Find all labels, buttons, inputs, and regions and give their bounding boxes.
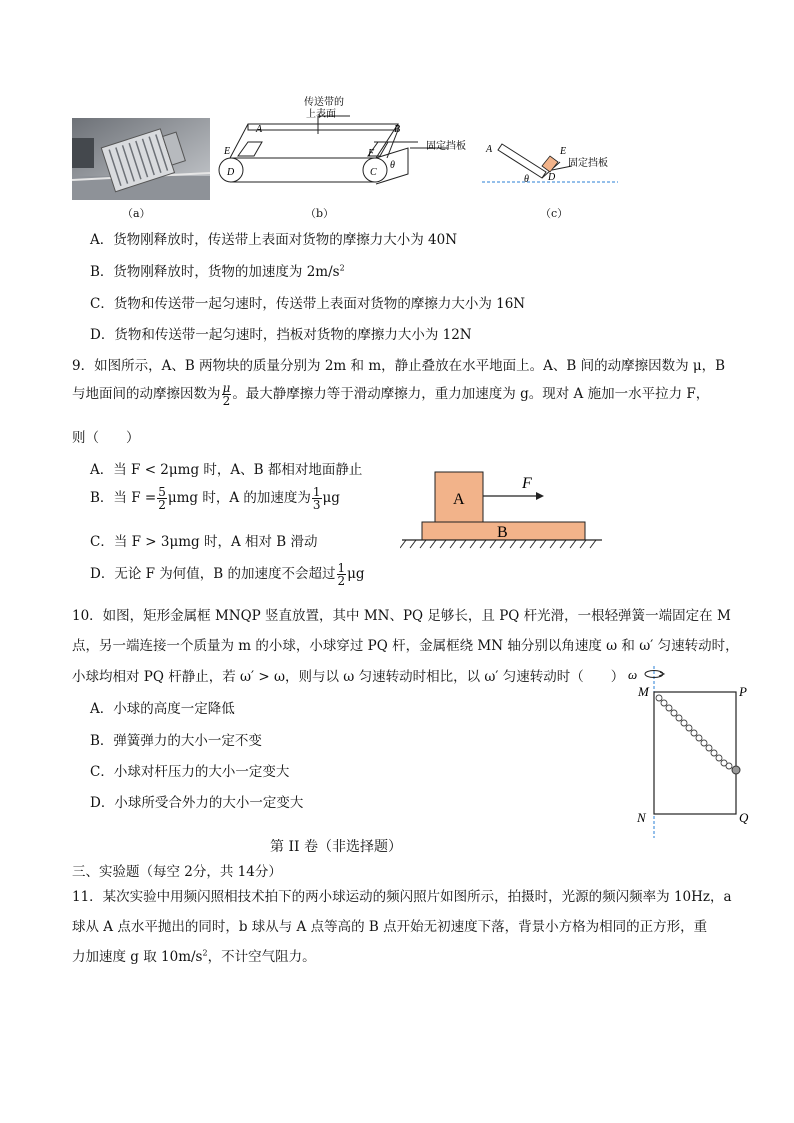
svg-text:E: E	[224, 146, 231, 157]
caption-a: （a）	[122, 207, 151, 220]
q11-stem-line3: 力加速度 g 取 $10m/s^2$，不计空气阻力。	[72, 948, 316, 965]
part-three-heading: 三、实验题（每空 2分，共 14分）	[72, 864, 282, 880]
svg-text:F: F	[368, 148, 375, 159]
svg-text:A: A	[486, 144, 493, 155]
q9-option-c: C．当 F > 3μmg 时，A 相对 B 滑动	[90, 534, 318, 550]
q11-stem-line1: 11．某次实验中用频闪照相技术拍下的两小球运动的频闪照片如图所示，拍摄时，光源的频闪频率为 10Hz，a	[72, 889, 732, 905]
q8-option-a: A．货物刚释放时，传送带上表面对货物的摩擦力大小为 40N	[90, 232, 458, 248]
caption-c: （c）	[540, 207, 569, 220]
q10-stem-line1: 10．如图，矩形金属框 MNQP 竖直放置，其中 MN、PQ 足够长，且 PQ 杆光滑，一根轻弹簧一端固定在 M	[72, 608, 731, 624]
section-title: 第 II 卷（非选择题）	[270, 839, 402, 855]
figure-b-conveyor	[218, 96, 470, 204]
q10-option-c: C．小球对杆压力的大小一定变大	[90, 764, 290, 780]
svg-text:θ: θ	[390, 160, 395, 171]
omega-label: ω	[628, 667, 638, 682]
block-b-label: B	[497, 524, 508, 541]
svg-text:A: A	[256, 124, 263, 135]
q8-option-d: D．货物和传送带一起匀速时，挡板对货物的摩擦力大小为 12N	[90, 327, 472, 343]
q9-stem-line2: 与地面间的动摩擦因数为 $\frac{\mu}{2}$ 。最大静摩擦力等于滑动摩擦力，重力加速度为 g。现对 A 施加一水平拉力 F，	[72, 381, 710, 408]
svg-text:N: N	[637, 810, 646, 825]
svg-text:M: M	[638, 684, 649, 699]
belt-label: 传送带的	[304, 97, 344, 108]
figure-c-incline	[480, 140, 620, 204]
q10-figure-frame	[622, 664, 762, 840]
baffle-label-c: 固定挡板	[568, 158, 608, 169]
q8-option-c: C．货物和传送带一起匀速时，传送带上表面对货物的摩擦力大小为 16N	[90, 296, 526, 312]
svg-text:E: E	[560, 146, 567, 157]
baffle-label-b: 固定挡板	[426, 141, 466, 152]
q10-option-b: B．弹簧弹力的大小一定不变	[90, 733, 262, 749]
surface-label: 上表面	[306, 109, 336, 120]
svg-text:D: D	[548, 172, 556, 183]
svg-text:Q: Q	[739, 810, 749, 825]
q9-stem-line1: 9．如图所示，A、B 两物块的质量分别为 2m 和 m，静止叠放在水平地面上。A、B 间的动摩擦因数为 μ，B	[72, 358, 726, 374]
q9-figure-blocks	[400, 468, 606, 552]
svg-text:θ: θ	[524, 174, 529, 185]
svg-text:C: C	[370, 167, 377, 178]
block-a-label: A	[453, 491, 465, 508]
svg-text:B: B	[394, 124, 401, 135]
q10-stem-line2: 点，另一端连接一个质量为 m 的小球，小球穿过 PQ 杆，金属框绕 MN 轴分别以角速度 ω 和 ω′ 匀速转动时，	[72, 638, 739, 654]
q11-stem-line2: 球从 A 点水平抛出的同时，b 球从与 A 点等高的 B 点开始无初速度下落，背景小方格为相同的正方形，重	[72, 919, 708, 935]
svg-text:P: P	[739, 684, 747, 699]
svg-text:D: D	[227, 167, 235, 178]
q8-option-b: B．货物刚释放时，货物的加速度为 $2m/s^2$	[90, 263, 345, 280]
q10-stem-line3: 小球均相对 PQ 杆静止，若 ω′ > ω，则与以 ω 匀速转动时相比，以 ω′ 匀速转动时（ ）	[72, 669, 625, 685]
q9-option-d: D．无论 F 为何值，B 的加速度不会超过 $\frac{1}{2}$ μg	[90, 561, 365, 588]
q9-option-a: A．当 F < 2μmg 时，A、B 都相对地面静止	[90, 462, 363, 478]
q10-option-d: D．小球所受合外力的大小一定变大	[90, 795, 304, 811]
caption-b: （b）	[305, 207, 335, 220]
q10-option-a: A．小球的高度一定降低	[90, 701, 235, 717]
force-f-label: F	[522, 475, 532, 492]
q9-option-b: B．当 F = $\frac{5}{2}$ μmg 时，A 的加速度为 $\frac{1}{3}$ μg	[90, 485, 340, 512]
q9-stem-line3: 则（ ）	[72, 430, 140, 446]
figure-a-photo	[72, 118, 210, 200]
